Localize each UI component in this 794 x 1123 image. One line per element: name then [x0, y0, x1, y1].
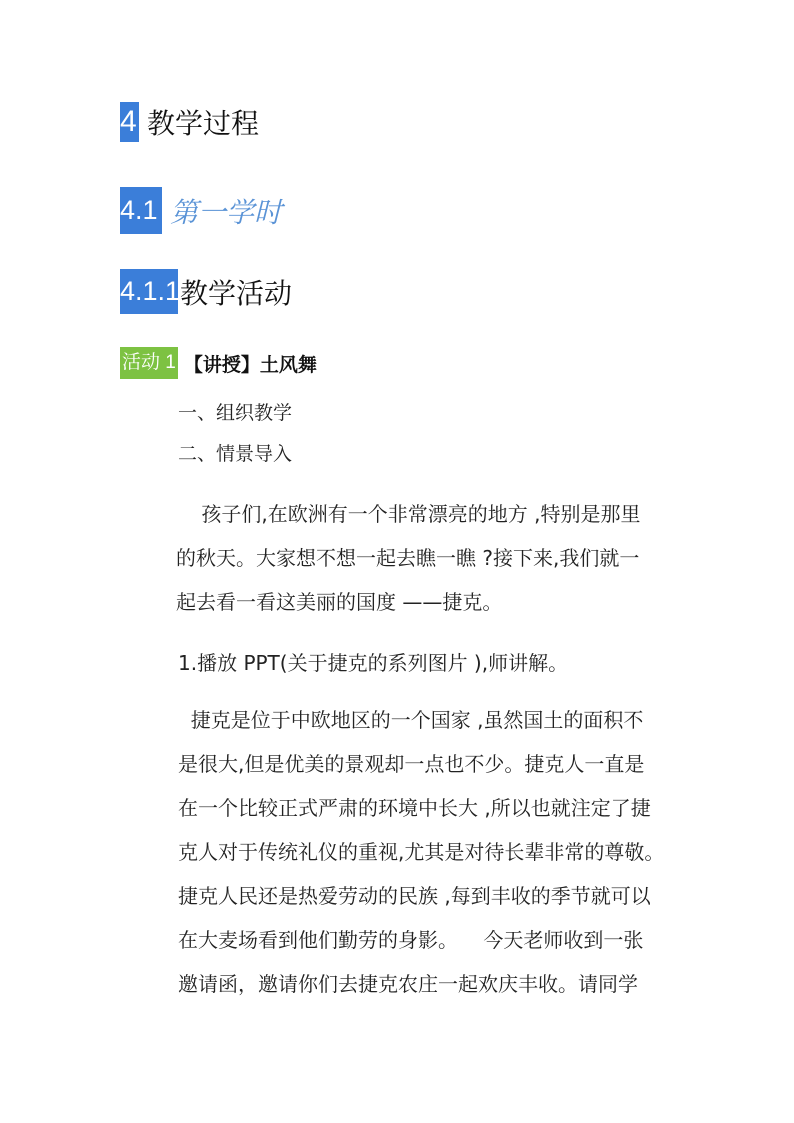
paragraph-line: 是很大,但是优美的景观却一点也不少。捷克人一直是 — [178, 752, 645, 776]
heading-level-1 — [120, 102, 259, 142]
paragraph-line: 在大麦场看到他们勤劳的身影。 今天老师收到一张 — [178, 928, 644, 952]
heading-level-3 — [120, 269, 292, 314]
paragraph-line: 在一个比较正式严肃的环境中长大 ,所以也就注定了捷 — [178, 796, 651, 820]
activity-badge: 活动 1 — [120, 347, 178, 379]
step-line: 1.播放 PPT(关于捷克的系列图片 ),师讲解。 — [178, 651, 569, 675]
activity-heading — [120, 347, 317, 379]
heading-number: 4.1.1 — [120, 269, 178, 314]
outline-item: 二、情景导入 — [178, 443, 293, 465]
heading-number: 4 — [120, 102, 139, 142]
paragraph-line: 捷克是位于中欧地区的一个国家 ,虽然国土的面积不 — [178, 708, 644, 732]
paragraph-line: 克人对于传统礼仪的重视,尤其是对待长辈非常的尊敬。 — [178, 840, 665, 864]
heading-title: 第一学时 — [170, 195, 283, 229]
heading-title: 教学过程 — [147, 107, 260, 140]
heading-number: 4.1 — [120, 187, 162, 234]
czech-paragraph — [178, 698, 698, 1006]
outline-item: 一、组织教学 — [178, 402, 293, 424]
heading-level-2 — [120, 187, 282, 234]
activity-title: 【讲授】土风舞 — [183, 353, 317, 376]
heading-title: 教学活动 — [180, 276, 293, 310]
paragraph-line: 起去看一看这美丽的国度 ——捷克。 — [176, 590, 503, 614]
intro-paragraph — [176, 492, 696, 624]
paragraph-line: 邀请函，邀请你们去捷克农庄一起欢庆丰收。请同学 — [178, 972, 638, 996]
paragraph-line: 的秋天。大家想不想一起去瞧一瞧 ?接下来,我们就一 — [176, 546, 640, 570]
paragraph-line: 捷克人民还是热爱劳动的民族 ,每到丰收的季节就可以 — [178, 884, 651, 908]
paragraph-line: 孩子们,在欧洲有一个非常漂亮的地方 ,特别是那里 — [176, 502, 641, 526]
